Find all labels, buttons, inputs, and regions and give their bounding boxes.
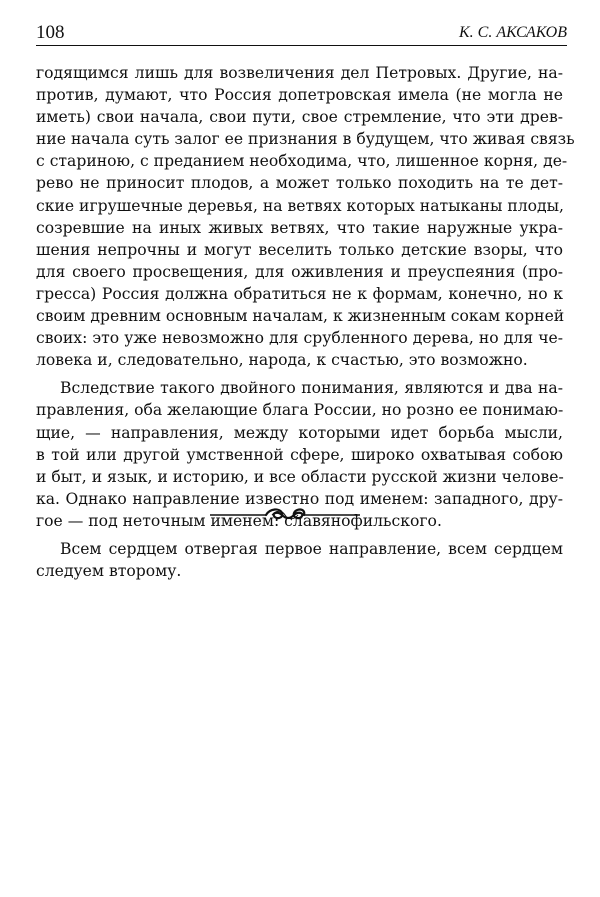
text-line: своих: это уже невозможно для срубленного дерева, но для че- (36, 329, 563, 348)
text-line: ка. Однако направление известно под именем: западного, дру- (36, 489, 563, 508)
text-line: Всем сердцем отвергая первое направление, всем сердцем (60, 539, 563, 558)
text-line: ловека и, следовательно, народа, к счастью, это возможно. (36, 351, 528, 370)
text-line: гресса) Россия должна обратиться не к формам, конечно, но к (36, 284, 563, 303)
text-line: и быт, и язык, и историю, и все области русской жизни челове- (36, 467, 564, 486)
header-rule (36, 45, 567, 46)
ornament-divider-icon (210, 504, 360, 526)
paragraph (36, 62, 575, 371)
text-line: ские игрушечные деревья, на ветвях которых натыканы плоды, (36, 196, 564, 215)
page-header (36, 20, 567, 44)
text-line: следуем второму. (36, 562, 182, 581)
page-number: 108 (36, 22, 65, 43)
text-line: иметь) свои начала, свои пути, свое стремление, что эти древ- (36, 108, 563, 127)
text-line: годящимся лишь для возвеличения дел Петровых. Другие, на- (36, 64, 563, 82)
text-line: рево не приносит плодов, а может только походить на те дет- (36, 174, 563, 193)
text-line: правления, оба желающие блага России, но розно ее понимаю- (36, 401, 564, 420)
text-line: гое — под неточным именем: славянофильского. (36, 511, 442, 530)
text-line: в той или другой умственной сфере, широко охватывая собою (36, 445, 563, 464)
text-line: своим древним основным началам, к жизненным сокам корней (36, 307, 565, 326)
text-line: шения непрочны и могут веселить только детские взоры, что (36, 240, 563, 259)
text-line: созревшие на иных живых ветвях, что такие наружные укра- (36, 218, 563, 237)
text-line: для своего просвещения, для оживления и преуспеяния (про- (36, 262, 563, 281)
running-head: К. С. АКСАКОВ (459, 24, 567, 41)
text-line: ние начала суть залог ее признания в будущем, что живая связь (36, 130, 575, 149)
text-line: с стариною, с преданием необходима, что, лишенное корня, де- (36, 152, 568, 171)
paragraph (36, 538, 563, 582)
text-line: против, думают, что Россия допетровская имела (не могла не (36, 86, 563, 105)
text-line: Вследствие такого двойного понимания, являются и два на- (60, 379, 563, 398)
text-line: щие, — направления, между которыми идет борьба мысли, (36, 423, 563, 442)
